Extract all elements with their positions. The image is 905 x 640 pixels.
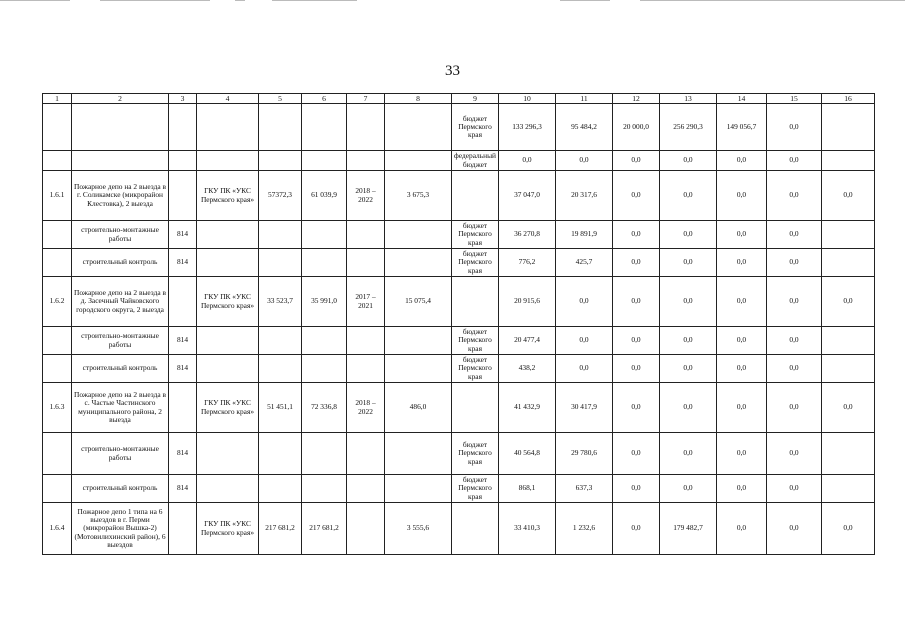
table-cell: 1.6.4 [43, 503, 72, 555]
column-number: 3 [169, 94, 197, 104]
table-cell: 0,0 [660, 171, 717, 221]
table-cell [302, 475, 347, 503]
table-cell: Пожарное депо на 2 выезда в с. Частые Частинского муниципального района, 2 выезда [72, 383, 169, 433]
table-cell [385, 327, 452, 355]
table-row [43, 171, 875, 221]
table-cell [347, 327, 385, 355]
table-cell [347, 104, 385, 151]
table-cell: 133 296,3 [499, 104, 556, 151]
table-cell: 19 891,9 [556, 221, 613, 249]
page-number: 33 [445, 63, 460, 79]
table-cell [197, 249, 259, 277]
table-cell: 0,0 [767, 171, 822, 221]
table-cell: строительно-монтажные работы [72, 433, 169, 475]
table-cell: 20 915,6 [499, 277, 556, 327]
table-cell: 0,0 [767, 503, 822, 555]
table-cell: ГКУ ПК «УКС Пермского края» [197, 383, 259, 433]
table-cell [259, 355, 302, 383]
table-header-row [43, 94, 875, 104]
table-cell: строительный контроль [72, 475, 169, 503]
table-cell [197, 433, 259, 475]
table-cell [259, 151, 302, 171]
table-cell: бюджет Пермского края [452, 475, 499, 503]
table-row [43, 475, 875, 503]
table-cell: 0,0 [613, 355, 660, 383]
table-cell: 0,0 [613, 151, 660, 171]
table-cell [169, 104, 197, 151]
table-cell: 0,0 [499, 151, 556, 171]
table-cell [385, 151, 452, 171]
table-cell [43, 249, 72, 277]
table-cell [452, 171, 499, 221]
scan-top-edge [0, 0, 905, 2]
table-cell: 0,0 [767, 249, 822, 277]
table-cell: 61 039,9 [302, 171, 347, 221]
table-cell: 0,0 [613, 433, 660, 475]
table-cell: Пожарное депо на 2 выезда в г. Соликамске (микрорайон Клестовка), 2 выезда [72, 171, 169, 221]
table-cell: 0,0 [660, 327, 717, 355]
table-cell: 3 675,3 [385, 171, 452, 221]
table-cell: 0,0 [613, 383, 660, 433]
table-cell: 0,0 [613, 277, 660, 327]
table-cell [302, 327, 347, 355]
table-cell [259, 433, 302, 475]
table-cell: 0,0 [660, 277, 717, 327]
table-cell: 0,0 [717, 327, 767, 355]
table-cell: 15 075,4 [385, 277, 452, 327]
table-cell: 814 [169, 475, 197, 503]
table-cell: 0,0 [613, 221, 660, 249]
table-cell: 3 555,6 [385, 503, 452, 555]
table-cell: 814 [169, 221, 197, 249]
table-row [43, 383, 875, 433]
table-cell [169, 171, 197, 221]
table-cell: ГКУ ПК «УКС Пермского края» [197, 277, 259, 327]
table-cell: 1.6.2 [43, 277, 72, 327]
table-cell [197, 475, 259, 503]
table-cell [385, 433, 452, 475]
table-cell: 2018 – 2022 [347, 171, 385, 221]
table-cell: 0,0 [767, 433, 822, 475]
table-cell: 0,0 [613, 503, 660, 555]
table-cell [302, 249, 347, 277]
table-cell [169, 277, 197, 327]
table-row [43, 503, 875, 555]
table-cell: 0,0 [717, 383, 767, 433]
table-cell: 0,0 [717, 151, 767, 171]
column-number: 11 [556, 94, 613, 104]
table-cell: ГКУ ПК «УКС Пермского края» [197, 503, 259, 555]
column-number: 7 [347, 94, 385, 104]
table-cell: бюджет Пермского края [452, 104, 499, 151]
table-cell [822, 221, 875, 249]
table-cell [302, 355, 347, 383]
table-cell: 438,2 [499, 355, 556, 383]
table-cell: 0,0 [556, 355, 613, 383]
table-cell: ГКУ ПК «УКС Пермского края» [197, 171, 259, 221]
table-cell: бюджет Пермского края [452, 355, 499, 383]
table-cell: 2018 – 2022 [347, 383, 385, 433]
column-number: 2 [72, 94, 169, 104]
column-number: 5 [259, 94, 302, 104]
table-cell [822, 249, 875, 277]
table-cell [822, 327, 875, 355]
table-cell: 0,0 [613, 249, 660, 277]
table-cell: 41 432,9 [499, 383, 556, 433]
table-cell: 0,0 [767, 277, 822, 327]
table-cell [347, 355, 385, 383]
table-cell: 0,0 [767, 151, 822, 171]
table-cell [452, 277, 499, 327]
table-cell: 0,0 [717, 433, 767, 475]
budget-table [42, 93, 875, 555]
table-cell: 0,0 [556, 327, 613, 355]
table-cell: 0,0 [660, 475, 717, 503]
table-cell: 217 681,2 [259, 503, 302, 555]
table-cell [452, 503, 499, 555]
table-cell [43, 355, 72, 383]
table-cell: бюджет Пермского края [452, 433, 499, 475]
table-cell [259, 475, 302, 503]
column-number: 16 [822, 94, 875, 104]
table-cell [43, 327, 72, 355]
table-cell: 20 000,0 [613, 104, 660, 151]
table-cell: 486,0 [385, 383, 452, 433]
table-cell: 33 410,3 [499, 503, 556, 555]
table-cell: 217 681,2 [302, 503, 347, 555]
table-cell: 57372,3 [259, 171, 302, 221]
table-cell: 0,0 [717, 503, 767, 555]
table-cell: 1 232,6 [556, 503, 613, 555]
table-cell: 40 564,8 [499, 433, 556, 475]
table-cell [302, 104, 347, 151]
table-cell [169, 503, 197, 555]
table-cell [385, 355, 452, 383]
column-number: 1 [43, 94, 72, 104]
table-cell: 29 780,6 [556, 433, 613, 475]
table-cell: 179 482,7 [660, 503, 717, 555]
table-cell: 0,0 [613, 475, 660, 503]
table-cell: 814 [169, 355, 197, 383]
table-cell: 776,2 [499, 249, 556, 277]
table-cell [43, 475, 72, 503]
table-cell: бюджет Пермского края [452, 221, 499, 249]
table-cell: федеральный бюджет [452, 151, 499, 171]
table-row [43, 151, 875, 171]
table-cell: 0,0 [767, 104, 822, 151]
table-cell [385, 475, 452, 503]
table-cell: 0,0 [660, 151, 717, 171]
table-cell: 0,0 [660, 221, 717, 249]
table-cell: 95 484,2 [556, 104, 613, 151]
column-number: 13 [660, 94, 717, 104]
table-cell: 149 056,7 [717, 104, 767, 151]
table-cell: 20 317,6 [556, 171, 613, 221]
table-cell [822, 104, 875, 151]
table-cell: 868,1 [499, 475, 556, 503]
table-row [43, 104, 875, 151]
table-cell [197, 327, 259, 355]
table-cell: 0,0 [717, 171, 767, 221]
column-number: 4 [197, 94, 259, 104]
table-cell: 814 [169, 433, 197, 475]
table-row [43, 277, 875, 327]
column-number: 9 [452, 94, 499, 104]
table-cell: 0,0 [767, 355, 822, 383]
table-cell: Пожарное депо на 2 выезда в д. Засечный Чайковского городского округа, 2 выезда [72, 277, 169, 327]
table-cell: 0,0 [660, 433, 717, 475]
table-row [43, 221, 875, 249]
table-cell: 0,0 [767, 327, 822, 355]
table-cell: 0,0 [822, 503, 875, 555]
table-cell: 33 523,7 [259, 277, 302, 327]
column-number: 12 [613, 94, 660, 104]
table-cell: 256 290,3 [660, 104, 717, 151]
table-row [43, 355, 875, 383]
table-cell [259, 104, 302, 151]
table-cell: 51 451,1 [259, 383, 302, 433]
table-cell [259, 249, 302, 277]
table-cell [259, 221, 302, 249]
table-cell: 0,0 [556, 277, 613, 327]
column-number: 6 [302, 94, 347, 104]
table-cell: 0,0 [717, 355, 767, 383]
table-cell [43, 104, 72, 151]
table-cell: 20 477,4 [499, 327, 556, 355]
table-cell: 0,0 [767, 383, 822, 433]
table-cell: 814 [169, 327, 197, 355]
table-cell: 1.6.1 [43, 171, 72, 221]
table-cell [822, 433, 875, 475]
table-cell: 0,0 [822, 171, 875, 221]
table-cell: 0,0 [822, 383, 875, 433]
table-cell [43, 151, 72, 171]
table-cell [347, 503, 385, 555]
table-cell: 37 047,0 [499, 171, 556, 221]
table-cell: строительный контроль [72, 355, 169, 383]
table-cell [197, 151, 259, 171]
table-cell: строительно-монтажные работы [72, 327, 169, 355]
table-cell: 425,7 [556, 249, 613, 277]
table-cell [822, 475, 875, 503]
table-cell: 36 270,8 [499, 221, 556, 249]
table-cell [347, 433, 385, 475]
table-cell [197, 104, 259, 151]
table-cell: 0,0 [660, 355, 717, 383]
table-row [43, 327, 875, 355]
column-number: 8 [385, 94, 452, 104]
table-cell [43, 433, 72, 475]
table-cell: 1.6.3 [43, 383, 72, 433]
table-cell [43, 221, 72, 249]
table-cell: бюджет Пермского края [452, 249, 499, 277]
table-cell: 0,0 [717, 277, 767, 327]
table-row [43, 249, 875, 277]
table-cell: 2017 – 2021 [347, 277, 385, 327]
table-cell: 637,3 [556, 475, 613, 503]
table-cell [169, 151, 197, 171]
table-cell [385, 249, 452, 277]
table-cell [302, 151, 347, 171]
table-cell [259, 327, 302, 355]
column-number: 15 [767, 94, 822, 104]
table-cell: 0,0 [660, 383, 717, 433]
table-cell: 0,0 [717, 221, 767, 249]
table-cell: 0,0 [613, 171, 660, 221]
table-cell [452, 383, 499, 433]
table-cell: 35 991,0 [302, 277, 347, 327]
table-cell: 0,0 [556, 151, 613, 171]
table-cell [347, 151, 385, 171]
table-cell [169, 383, 197, 433]
table-row [43, 433, 875, 475]
table-cell: строительно-монтажные работы [72, 221, 169, 249]
table-cell [302, 221, 347, 249]
table-cell: 30 417,9 [556, 383, 613, 433]
column-number: 14 [717, 94, 767, 104]
table-cell: 814 [169, 249, 197, 277]
table-cell [385, 221, 452, 249]
table-cell: 0,0 [717, 249, 767, 277]
table-cell: бюджет Пермского края [452, 327, 499, 355]
table-cell [197, 355, 259, 383]
table-cell: 0,0 [767, 221, 822, 249]
table-cell [197, 221, 259, 249]
table-cell [347, 475, 385, 503]
table-cell: 0,0 [660, 249, 717, 277]
table-cell [822, 151, 875, 171]
table-cell [822, 355, 875, 383]
table-cell: 0,0 [613, 327, 660, 355]
table-cell: строительный контроль [72, 249, 169, 277]
table-cell [347, 221, 385, 249]
table-cell [385, 104, 452, 151]
table-cell: 0,0 [822, 277, 875, 327]
table-cell [347, 249, 385, 277]
table-cell: 0,0 [717, 475, 767, 503]
table-cell: 0,0 [767, 475, 822, 503]
table-cell [302, 433, 347, 475]
column-number: 10 [499, 94, 556, 104]
table-cell: 72 336,8 [302, 383, 347, 433]
table-cell: Пожарное депо 1 типа на 6 выездов в г. Перми (микрорайон Вышка-2) (Мотовилихинский район), 6 выездов [72, 503, 169, 555]
table-cell [72, 104, 169, 151]
table-cell [72, 151, 169, 171]
